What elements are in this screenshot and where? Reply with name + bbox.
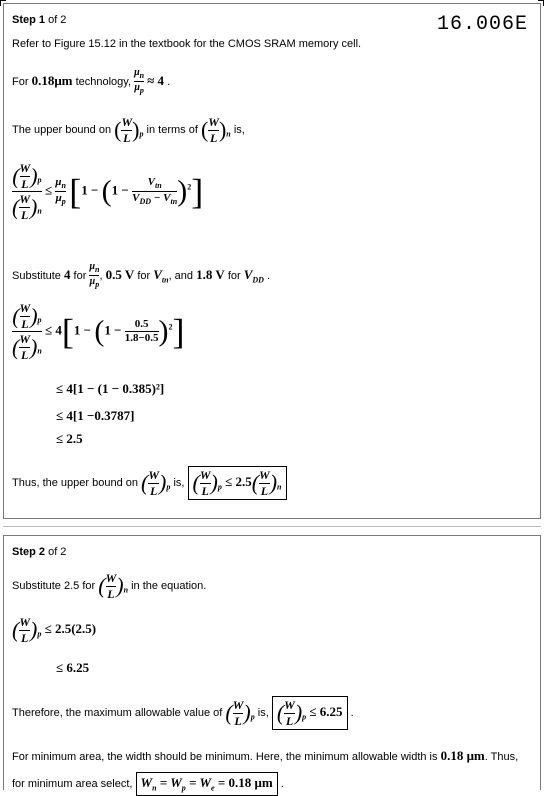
therefore-label: Therefore, the maximum allowable value of: [12, 707, 223, 720]
step-1-answer: ≤ 2.5: [225, 474, 252, 490]
step-2-label: Step 2: [12, 546, 46, 558]
thus-line: Thus, the upper bound on ( $\frac{W}{L}$ )$_p$ is, ( $\frac{W}{L}$ )$_p \le 2.5$( $\frac{W}{L}$ )$_n$: [12, 466, 287, 500]
min-width-value: 0.18 μm: [440, 748, 485, 763]
step-1-answer-box: ( $\frac{W}{L}$ )$_p \le 2.5$( $\frac{W}{L}$ )$_n$: [188, 466, 287, 500]
technology-line: For 0.18μm technology, $\frac{\mu_n}{\mu_p}$ ≈ 4 .: [12, 67, 171, 96]
and-label: , and: [168, 269, 194, 282]
upper-bound-line: The upper bound on ( $\frac{W}{L}$ )$_p$ in terms of ( $\frac{W}{L}$ )$_n$ is,: [12, 115, 245, 145]
for-1: for: [73, 269, 87, 282]
step-2-card: [3, 535, 541, 793]
upper-text-c: is,: [233, 124, 245, 137]
step-1-of: of 2: [45, 14, 67, 26]
upper-text-a: The upper bound on: [12, 124, 112, 137]
therefore-is: is,: [257, 707, 269, 720]
step-1-heading: [12, 14, 66, 26]
therefore-line: Therefore, the maximum allowable value of ( $\frac{W}{L}$ )$_p$ is, ( $\frac{W}{L}$ )$_p \le 6.25$ .: [12, 696, 354, 730]
min-thus: . Thus,: [484, 751, 519, 763]
vdd-value: 1.8 V: [196, 266, 225, 282]
substitute-line: Substitute 4 for $\frac{\mu_n}{\mu_p}$ , 0.5 V for $V_{tn}$, and 1.8 V for $V_{DD}$ .: [12, 261, 271, 290]
step-1-label: Step 1: [12, 14, 46, 26]
step-2-answer: ≤ 6.25: [309, 704, 343, 720]
step-2-equation-1: ( $\frac{W}{L}$ )$_p \le 2.5(2.5)$: [12, 615, 97, 645]
result-line-3: ≤ 4[1 −0.3787]: [56, 408, 135, 423]
select-answer-box: $W_n = W_p = W_e = 0.18$ μm: [136, 772, 278, 796]
eq-1-value: ≤ 2.5(2.5): [44, 621, 97, 637]
thus-is: is,: [173, 477, 185, 490]
problem-id: 16.006E: [436, 13, 528, 36]
step-2-heading: [12, 546, 66, 558]
for-3: for: [227, 269, 241, 282]
result-line-2: ≤ 4[1 − (1 − 0.385)²]: [56, 381, 165, 396]
substitute-label: Substitute: [12, 269, 61, 282]
step-2-answer-box: ( $\frac{W}{L}$ )$_p \le 6.25$: [272, 696, 348, 730]
vtn-value: 0.5 V: [105, 266, 135, 282]
divider: [3, 526, 541, 527]
subst-text-a: Substitute 2.5 for: [12, 580, 96, 593]
for-label: For: [12, 75, 29, 88]
numerator-05: 0.5: [134, 317, 149, 330]
technology-value: 0.18μm: [31, 72, 73, 88]
numeric-inequality: ( $\frac{W}{L}$ )$_p$ ( $\frac{W}{L}$ )$_n$ ≤ 4[1 − (1 − $\frac{0.5}{1.8-0.5}$ )$^2$]: [12, 301, 185, 362]
mobility-ratio: $\frac{\mu_n}{\mu_p}$: [134, 67, 145, 96]
select-w: W: [199, 775, 211, 790]
upper-text-b: in terms of: [146, 124, 198, 137]
subst-text-b: in the equation.: [131, 580, 207, 593]
min-area-line: [12, 748, 518, 764]
result-line-4: ≤ 2.5: [56, 431, 83, 446]
sub-four: 4: [63, 266, 71, 282]
min-area-text: For minimum area, the width should be minimum. Here, the minimum allowable width is: [12, 751, 438, 763]
step-1-card: [3, 3, 541, 519]
select-label: for minimum area select,: [12, 778, 133, 790]
denominator-18-05: 1.8−0.5: [124, 332, 159, 345]
select-value: = 0.18 μm: [217, 775, 273, 790]
technology-label: technology,: [75, 75, 132, 88]
thus-label: Thus, the upper bound on: [12, 477, 138, 490]
step-2-substitute-line: Substitute 2.5 for ( $\frac{W}{L}$ )$_n$ in the equation.: [12, 571, 207, 601]
general-inequality: ( $\frac{W}{L}$ )$_p$ ( $\frac{W}{L}$ )$_n$ ≤ $\frac{\mu_n}{\mu_p}$ [1 − (1 − $\frac{V_{tn}}{V_{DD} - V_{tn}}$ )$^2$]: [12, 161, 204, 222]
step-2-of: of 2: [45, 546, 67, 558]
ratio-value: ≈ 4: [147, 72, 165, 88]
for-2: for: [137, 269, 151, 282]
reference-text: Refer to Figure 15.12 in the textbook for the CMOS SRAM memory cell.: [12, 38, 362, 50]
select-line: for minimum area select, $W_n = W_p = W_e = 0.18$ μm .: [12, 772, 284, 796]
step-2-equation-2: ≤ 6.25: [56, 660, 90, 675]
